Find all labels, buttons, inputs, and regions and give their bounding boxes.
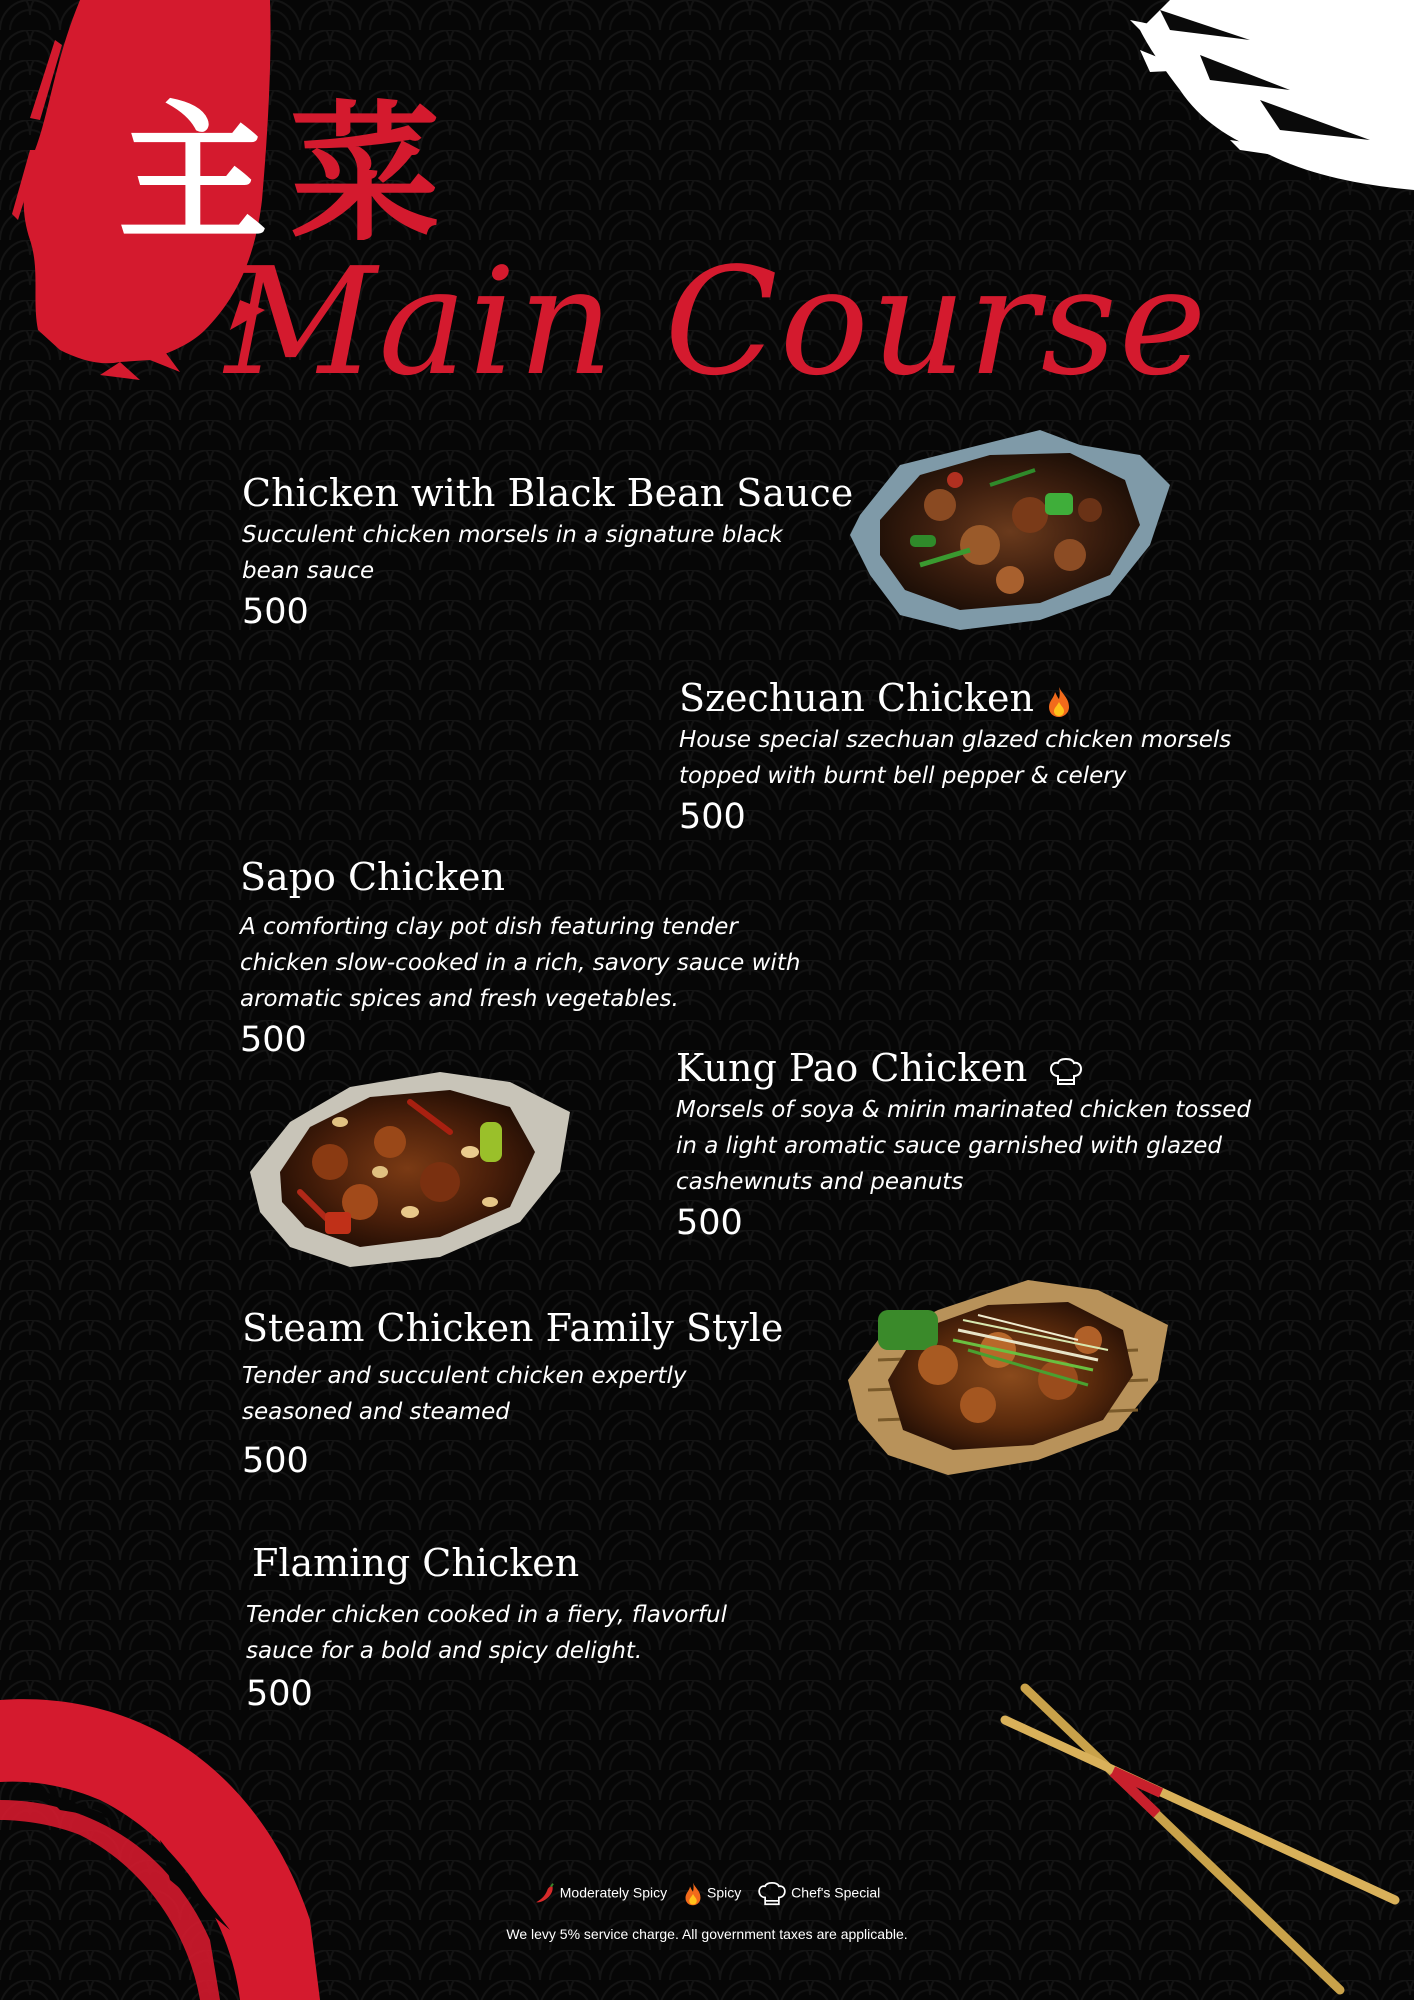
menu-item-sapo-chicken [240, 857, 840, 1058]
flame-icon [1046, 686, 1072, 718]
menu-item-black-bean-chicken [242, 473, 862, 630]
dish-description: Succulent chicken morsels in a signature black bean sauce [242, 521, 783, 584]
dish-price: 500 [242, 591, 309, 632]
menu-item-steam-chicken [242, 1308, 842, 1479]
steam-chicken-photo [838, 1270, 1170, 1485]
dish-description: Tender and succulent chicken expertly seasoned and steamed [242, 1362, 687, 1425]
dish-description: Tender chicken cooked in a fiery, flavorful sauce for a bold and spicy delight. [246, 1601, 727, 1664]
chef-hat-icon [757, 1882, 787, 1906]
dish-name: Chicken with Black Bean Sauce [242, 473, 862, 515]
menu-item-kung-pao-chicken [676, 1048, 1276, 1241]
chopsticks-illustration [995, 1680, 1405, 2000]
dish-price: 500 [240, 1019, 307, 1060]
chili-icon [534, 1883, 556, 1905]
chinese-title-char-2: 菜 [290, 88, 441, 262]
service-charge-note: We levy 5% service charge. All government taxes are applicable. [506, 1926, 908, 1942]
dish-description: A comforting clay pot dish featuring tender chicken slow-cooked in a rich, savory sauce with aromatic spices and fresh vegetables. [240, 913, 801, 1012]
dish-name: Flaming Chicken [252, 1541, 580, 1585]
dish-name: Steam Chicken Family Style [242, 1306, 784, 1350]
spice-legend [0, 1882, 1414, 1906]
kung-pao-chicken-photo [240, 1062, 575, 1272]
flame-icon [683, 1882, 703, 1906]
legend-label: Spicy [707, 1884, 742, 1901]
dish-price: 500 [679, 796, 746, 837]
menu-item-szechuan-chicken [679, 678, 1279, 835]
legend-item-chefs-special [757, 1882, 880, 1906]
legend-label: Moderately Spicy [559, 1884, 668, 1901]
legend-item-spicy [683, 1882, 741, 1906]
dish-price: 500 [242, 1440, 309, 1481]
dish-description: House special szechuan glazed chicken morsels topped with burnt bell pepper & celery [679, 726, 1232, 789]
white-brush-stroke [1110, 0, 1414, 200]
black-bean-chicken-photo [840, 425, 1170, 640]
page-title: Main Course [225, 236, 1209, 408]
dish-price: 500 [246, 1673, 313, 1714]
dish-price: 500 [676, 1202, 743, 1243]
chinese-title-char-1: 主 [118, 88, 269, 262]
dish-name: Szechuan Chicken [679, 678, 1279, 720]
legend-item-moderately-spicy [534, 1883, 667, 1905]
red-brush-arc [0, 1690, 330, 2000]
menu-item-flaming-chicken [246, 1543, 846, 1712]
dish-name: Kung Pao Chicken [676, 1048, 1276, 1090]
chef-hat-icon [1049, 1058, 1083, 1086]
dish-description: Morsels of soya & mirin marinated chicken tossed in a light aromatic sauce garnished with glazed cashewnuts and peanuts [676, 1096, 1252, 1195]
legend-label: Chef's Special [791, 1884, 881, 1901]
dish-name: Sapo Chicken [240, 855, 505, 899]
